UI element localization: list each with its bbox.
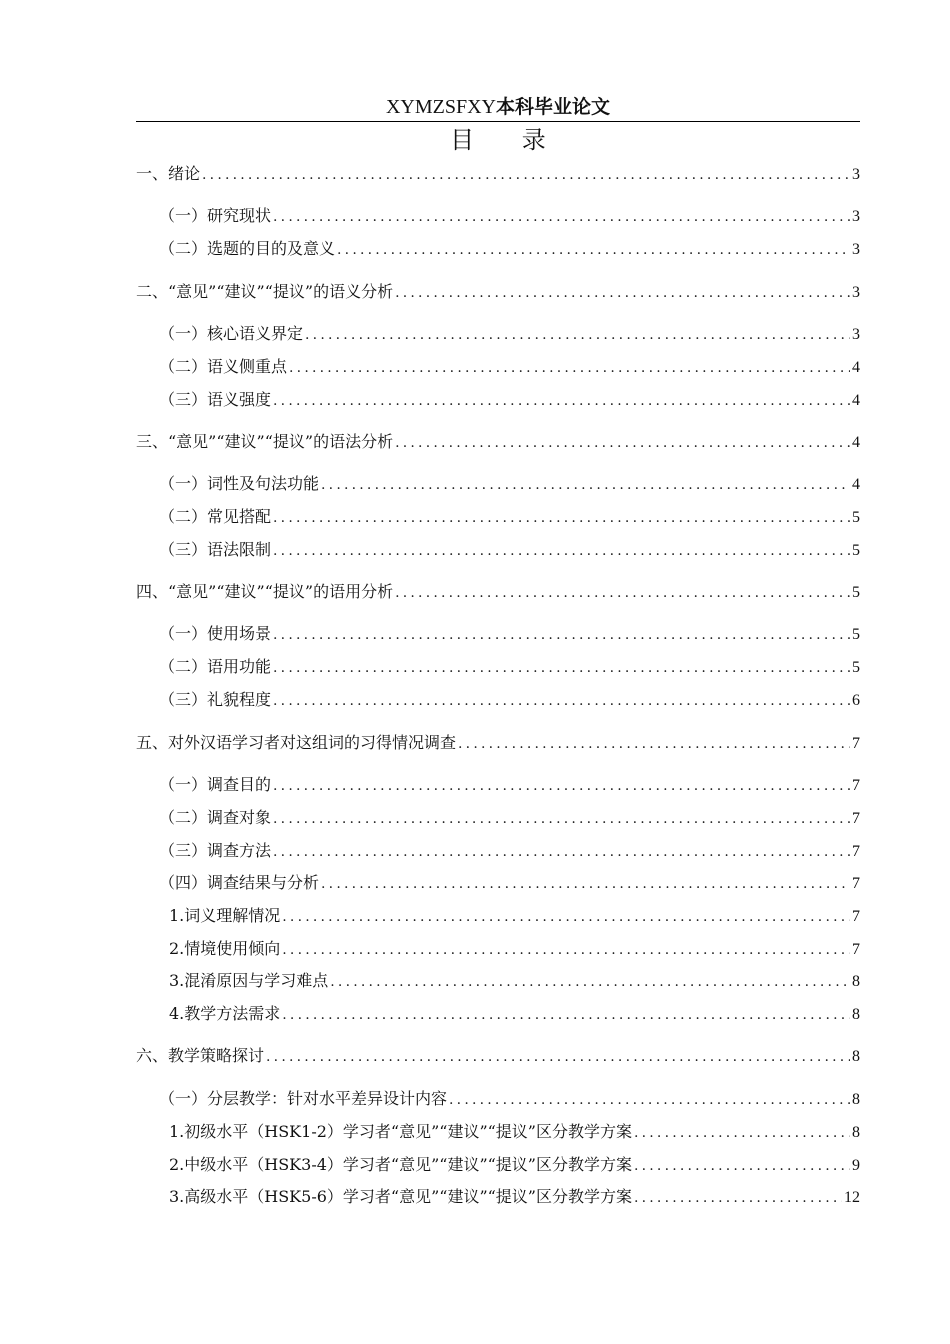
toc-entry-label: 2.中级水平（HSK3-4）学习者“意见”“建议”“提议”区分教学方案	[169, 1155, 632, 1174]
toc-entry-label: 五、对外汉语学习者对这组词的习得情况调查	[136, 733, 457, 752]
toc-leader-dots	[202, 162, 850, 188]
toc-entry[interactable]	[136, 730, 860, 756]
toc-leader-dots	[282, 904, 850, 930]
toc-entry[interactable]	[136, 537, 860, 563]
toc-entry-label: （二）常见搭配	[159, 507, 272, 526]
toc-entry[interactable]	[136, 936, 860, 962]
toc-entry-label: 1.词义理解情况	[169, 906, 281, 925]
toc-entry-label: （一）研究现状	[159, 206, 272, 225]
toc-entry-label: （二）调查对象	[159, 808, 272, 827]
toc-entry-label: 2.情境使用倾向	[169, 939, 281, 958]
toc-entry-page: 7	[852, 777, 860, 794]
toc-entry[interactable]	[136, 387, 860, 413]
toc-entry-page: 3	[852, 326, 860, 343]
toc-entry[interactable]	[136, 772, 860, 798]
toc-entry-page: 9	[852, 1157, 860, 1174]
toc-leader-dots	[273, 839, 850, 865]
toc-leader-dots	[273, 538, 850, 564]
toc-entry-page: 8	[852, 1048, 860, 1065]
toc-entry[interactable]	[136, 354, 860, 380]
toc-entry-page: 5	[852, 509, 860, 526]
toc-entry-label: （三）礼貌程度	[159, 690, 272, 709]
toc-leader-dots	[305, 322, 850, 348]
toc-entry-page: 3	[852, 241, 860, 258]
toc-leader-dots	[395, 580, 850, 606]
header-divider	[136, 121, 860, 122]
toc-entry-page: 8	[852, 1006, 860, 1023]
toc-entry-label: （一）核心语义界定	[159, 324, 304, 343]
toc-entry-page: 7	[852, 735, 860, 752]
toc-entry[interactable]	[136, 968, 860, 994]
toc-entry-page: 5	[852, 626, 860, 643]
toc-entry[interactable]	[136, 1043, 860, 1069]
toc-entry-label: 1.初级水平（HSK1-2）学习者“意见”“建议”“提议”区分教学方案	[169, 1122, 632, 1141]
toc-entry-page: 4	[852, 476, 860, 493]
toc-entry-page: 7	[852, 875, 860, 892]
toc-entry-label: （四）调查结果与分析	[159, 873, 320, 892]
toc-entry-label: 一、绪论	[136, 164, 201, 183]
toc-entry-label: （一）使用场景	[159, 624, 272, 643]
toc-entry-label: （一）词性及句法功能	[159, 474, 320, 493]
toc-leader-dots	[330, 969, 850, 995]
toc-entry[interactable]	[136, 504, 860, 530]
toc-entry[interactable]	[136, 236, 860, 262]
toc-entry[interactable]	[136, 870, 860, 896]
toc-entry-page: 8	[852, 1124, 860, 1141]
toc-entry[interactable]	[136, 1001, 860, 1027]
toc-entry-label: 四、“意见”“建议”“提议”的语用分析	[136, 582, 394, 601]
toc-entry-page: 3	[852, 284, 860, 301]
toc-entry-page: 7	[852, 908, 860, 925]
toc-entry-page: 5	[852, 542, 860, 559]
toc-leader-dots	[321, 472, 850, 498]
toc-leader-dots	[634, 1153, 850, 1179]
toc-entry-page: 6	[852, 692, 860, 709]
toc-leader-dots	[458, 731, 850, 757]
toc-entry[interactable]	[136, 805, 860, 831]
toc-entry-label: （一）分层教学：针对水平差异设计内容	[159, 1089, 448, 1108]
toc-entry[interactable]	[136, 1184, 860, 1210]
toc-leader-dots	[395, 280, 850, 306]
page-header	[136, 94, 860, 120]
toc-entry[interactable]	[136, 1119, 860, 1145]
toc-entry-page: 7	[852, 810, 860, 827]
toc-entry-page: 12	[844, 1189, 860, 1206]
toc-entry-page: 3	[852, 166, 860, 183]
toc-entry-page: 8	[852, 1091, 860, 1108]
toc-entry-page: 3	[852, 208, 860, 225]
toc-leader-dots	[321, 871, 850, 897]
toc-leader-dots	[273, 806, 850, 832]
toc-entry[interactable]	[136, 321, 860, 347]
toc-entry[interactable]	[136, 903, 860, 929]
toc-entry-page: 4	[852, 359, 860, 376]
toc-entry-label: （一）调查目的	[159, 775, 272, 794]
toc-entry-label: 三、“意见”“建议”“提议”的语法分析	[136, 432, 394, 451]
toc-leader-dots	[273, 204, 850, 230]
toc-entry[interactable]	[136, 621, 860, 647]
toc-entry-label: （二）选题的目的及意义	[159, 239, 336, 258]
header-thesis-label: 本科毕业论文	[496, 96, 611, 118]
toc-entry-page: 4	[852, 392, 860, 409]
toc-leader-dots	[395, 430, 850, 456]
toc-entry-label: （三）调查方法	[159, 841, 272, 860]
toc-leader-dots	[273, 505, 850, 531]
toc-leader-dots	[634, 1120, 850, 1146]
toc-entry-label: （三）语义强度	[159, 390, 272, 409]
toc-entry-label: （二）语用功能	[159, 657, 272, 676]
toc-entry-label: 3.高级水平（HSK5-6）学习者“意见”“建议”“提议”区分教学方案	[169, 1187, 632, 1206]
toc-leader-dots	[273, 773, 850, 799]
toc-entry-page: 5	[852, 584, 860, 601]
toc-entry[interactable]	[136, 203, 860, 229]
toc-entry-label: 4.教学方法需求	[169, 1004, 281, 1023]
toc-entry-label: 3.混淆原因与学习难点	[169, 971, 329, 990]
toc-entry[interactable]	[136, 1152, 860, 1178]
toc-entry-label: （三）语法限制	[159, 540, 272, 559]
toc-entry[interactable]	[136, 471, 860, 497]
toc-leader-dots	[273, 388, 850, 414]
toc-leader-dots	[337, 237, 850, 263]
header-school-code: XYMZSFXY	[385, 96, 496, 118]
toc-entry-page: 7	[852, 843, 860, 860]
toc-entry[interactable]	[136, 687, 860, 713]
toc-entry-label: （二）语义侧重点	[159, 357, 288, 376]
toc-entry[interactable]	[136, 1086, 860, 1112]
toc-entry[interactable]	[136, 838, 860, 864]
toc-entry[interactable]	[136, 279, 860, 305]
toc-leader-dots	[266, 1044, 850, 1070]
toc-entry-page: 4	[852, 434, 860, 451]
toc-leader-dots	[289, 355, 850, 381]
toc-leader-dots	[273, 622, 850, 648]
toc-entry[interactable]	[136, 654, 860, 680]
toc-entry[interactable]	[136, 429, 860, 455]
toc-entry-page: 7	[852, 941, 860, 958]
toc-leader-dots	[273, 688, 850, 714]
toc-entry-label: 二、“意见”“建议”“提议”的语义分析	[136, 282, 394, 301]
toc-leader-dots	[273, 655, 850, 681]
toc-title: 目 录	[450, 126, 566, 154]
toc-leader-dots	[449, 1087, 850, 1113]
toc-entry-label: 六、教学策略探讨	[136, 1046, 265, 1065]
toc-leader-dots	[634, 1185, 842, 1211]
toc-entry-page: 8	[852, 973, 860, 990]
toc-leader-dots	[282, 1002, 850, 1028]
toc-entry-page: 5	[852, 659, 860, 676]
toc-entry[interactable]	[136, 161, 860, 187]
toc-leader-dots	[282, 937, 850, 963]
toc-entry[interactable]	[136, 579, 860, 605]
